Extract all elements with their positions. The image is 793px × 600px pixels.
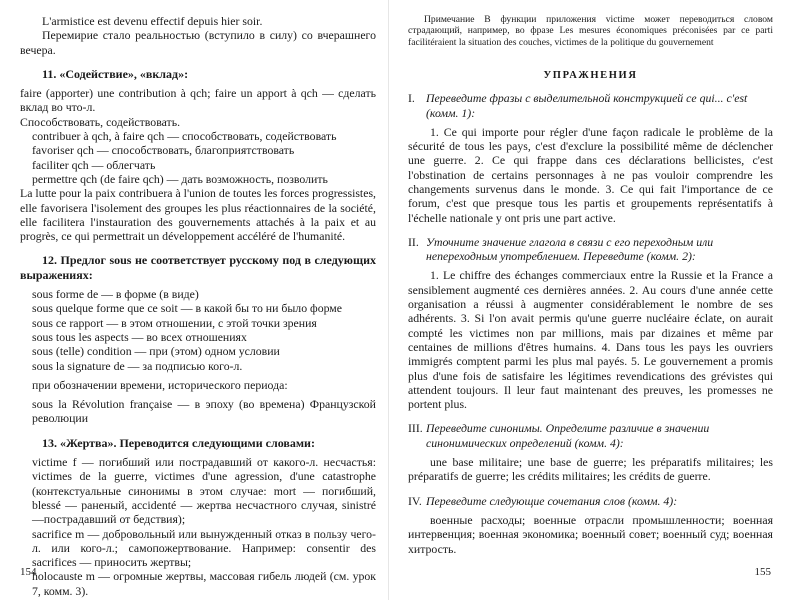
section-13-holocauste: holocauste m — огромные жертвы, массовая гибель людей (см. урок 7, комм. 3). [32,569,376,598]
page-number-left: 154 [20,566,37,578]
exercise-4-text: военные расходы; военные отрасли промышленности; военная интервенция; военная экономика; военный совет; военный суд; военная хитрость. [408,512,773,556]
section-12-time-note: при обозначении времени, исторического периода: [32,377,288,392]
section-12-item: sous tous les aspects — во всех отношениях [32,329,247,344]
exercise-1-text: 1. Ce qui importe pour régler d'une façon radicale le problème de la sécurité de tous les pays, c'est d'exclure la possibilité même de déclencher une guerre. 2. Ce qui frappe dans ces déclarations bellicistes, c'est l'obstination de certains personnages à ne pas vouloir comprendre les changements survenus dans le monde. 3. Ce qui fait l'importance de ce forum, c'est que presque tous les partis et groupements représentatifs à l'échelle nationale y ont pris une part active. [408,124,773,225]
section-11-line-1: faire (apporter) une contribution à qch; faire un apport à qch — сделать вклад во что-л. [20,86,376,115]
exercise-3-heading [408,421,773,450]
exercise-3-instruction: Переведите синонимы. Определите различие в значении синонимических определений (комм. 4): [426,421,710,450]
section-12-title: 12. Предлог sous не соответствует русскому под в следующих выражениях: [20,253,376,282]
section-12-time-item: sous la Révolution française — в эпоху (во времена) Французской революции [32,397,376,426]
section-11-paragraph: La lutte pour la paix contribuera à l'union de toutes les forces progressistes, elle favorisera l'isolement des groupes les plus réactionnaires de la société, elle facilitera l'instauration des gouvernements attachés à la paix et au progrès, ce qui permettrait un développement accéléré de l'humanité. [20,186,376,244]
exercise-1-heading [408,91,773,120]
section-11-line-2: Способствовать, содействовать. [20,114,181,129]
exercise-2-heading [408,235,773,264]
left-page [0,0,384,600]
exercise-1-number: I. [408,91,415,106]
section-13-title: 13. «Жертва». Переводится следующими словами: [42,435,315,450]
exercise-1-instruction: Переведите фразы с выделительной конструкцией ce qui... c'est (комм. 1): [426,91,748,120]
section-13-sacrifice: sacrifice m — добровольный или вынужденный отказ в пользу чего-л. или кого-л.; самопожертвование. Например: consentir des sacrifices — приносить жертвы; [32,526,376,570]
section-12-item: sous quelque forme que ce soit — в какой бы то ни было форме [32,301,343,316]
exercise-4-instruction: Переведите следующие сочетания слов (комм. 4): [426,493,678,508]
exercise-4-number: IV. [408,493,422,508]
exercise-3-number: III. [408,421,423,436]
example-sentence-ru: Перемирие стало реальностью (вступило в силу) со вчерашнего вечера. [20,28,376,57]
footnote: Примечание В функции приложения victime может переводиться словом страдающий, например, во фразе Les mesures économiques préconisées par ce parti facilitéraient la situation des couches, victimes de la politique du gouvernement [408,14,773,48]
exercise-2-text: 1. Le chiffre des échanges commerciaux entre la Russie et la France a sensiblement augmenté ces dernières années. 2. Au cours d'une année cette organisation a réussi à augmenter considérablement le nombre de ses adhérents. 3. Si l'on avait permis qu'une guerre nucléaire éclate, on aurait compté les victimes non par millions, mais par dizaines et même par centaines de millions d'êtres humains. 4. Dans tous les pays les ouvriers immigrés comptent parmi les plus mal payés. 5. Le gouvernement a promis plus d'une fois de satisfaire les légitimes revendications des grévistes qui attendent toujours. Il leur faut maintenant des preuves, les promesses ne portent plus. [408,268,773,412]
example-sentence-fr: L'armistice est devenu effectif depuis hier soir. [42,14,263,28]
section-11-item: favoriser qch — способствовать, благоприятствовать [32,143,295,158]
exercise-3-text: une base militaire; une base de guerre; les préparatifs militaires; les préparatifs de guerre; les crédits militaires; les crédits de guerre. [408,455,773,484]
exercises-title: УПРАЖНЕНИЯ [543,70,638,82]
exercise-4-heading [408,494,773,508]
section-12-item: sous ce rapport — в этом отношении, с этой точки зрения [32,315,317,330]
section-12-item: sous (telle) condition — при (этом) одном условии [32,344,280,359]
section-12-item: sous la signature de — за подписью кого-л. [32,358,243,373]
section-11-item: contribuer à qch, à faire qch — способствовать, содействовать [32,129,337,144]
section-12-item: sous forme de — в форме (в виде) [32,287,199,302]
page-number-right: 155 [754,566,771,578]
section-11-title-text: 11. «Содействие», «вклад»: [42,66,189,81]
exercise-2-instruction: Уточните значение глагола в связи с его переходным или непереходным употреблением. Переведите (комм. 2): [426,234,714,264]
page-gutter [388,0,389,600]
section-13-victime: victime f — погибший или пострадавший от какого-л. несчастья: victimes de la guerre, victimes d'une agression, d'une catastrophe (контекстуальные синонимы в этом случае: mort — погибший, blessé — раненый, accidenté — жертва несчастного случая, sinistré —пострадавший от бедствия); [32,455,376,527]
section-11-item: permettre qch (de faire qch) — дать возможность, позволить [32,171,328,186]
section-11-title [20,67,376,81]
section-11-item: faciliter qch — облегчать [32,157,156,172]
right-page [396,0,793,600]
exercise-2-number: II. [408,234,419,249]
